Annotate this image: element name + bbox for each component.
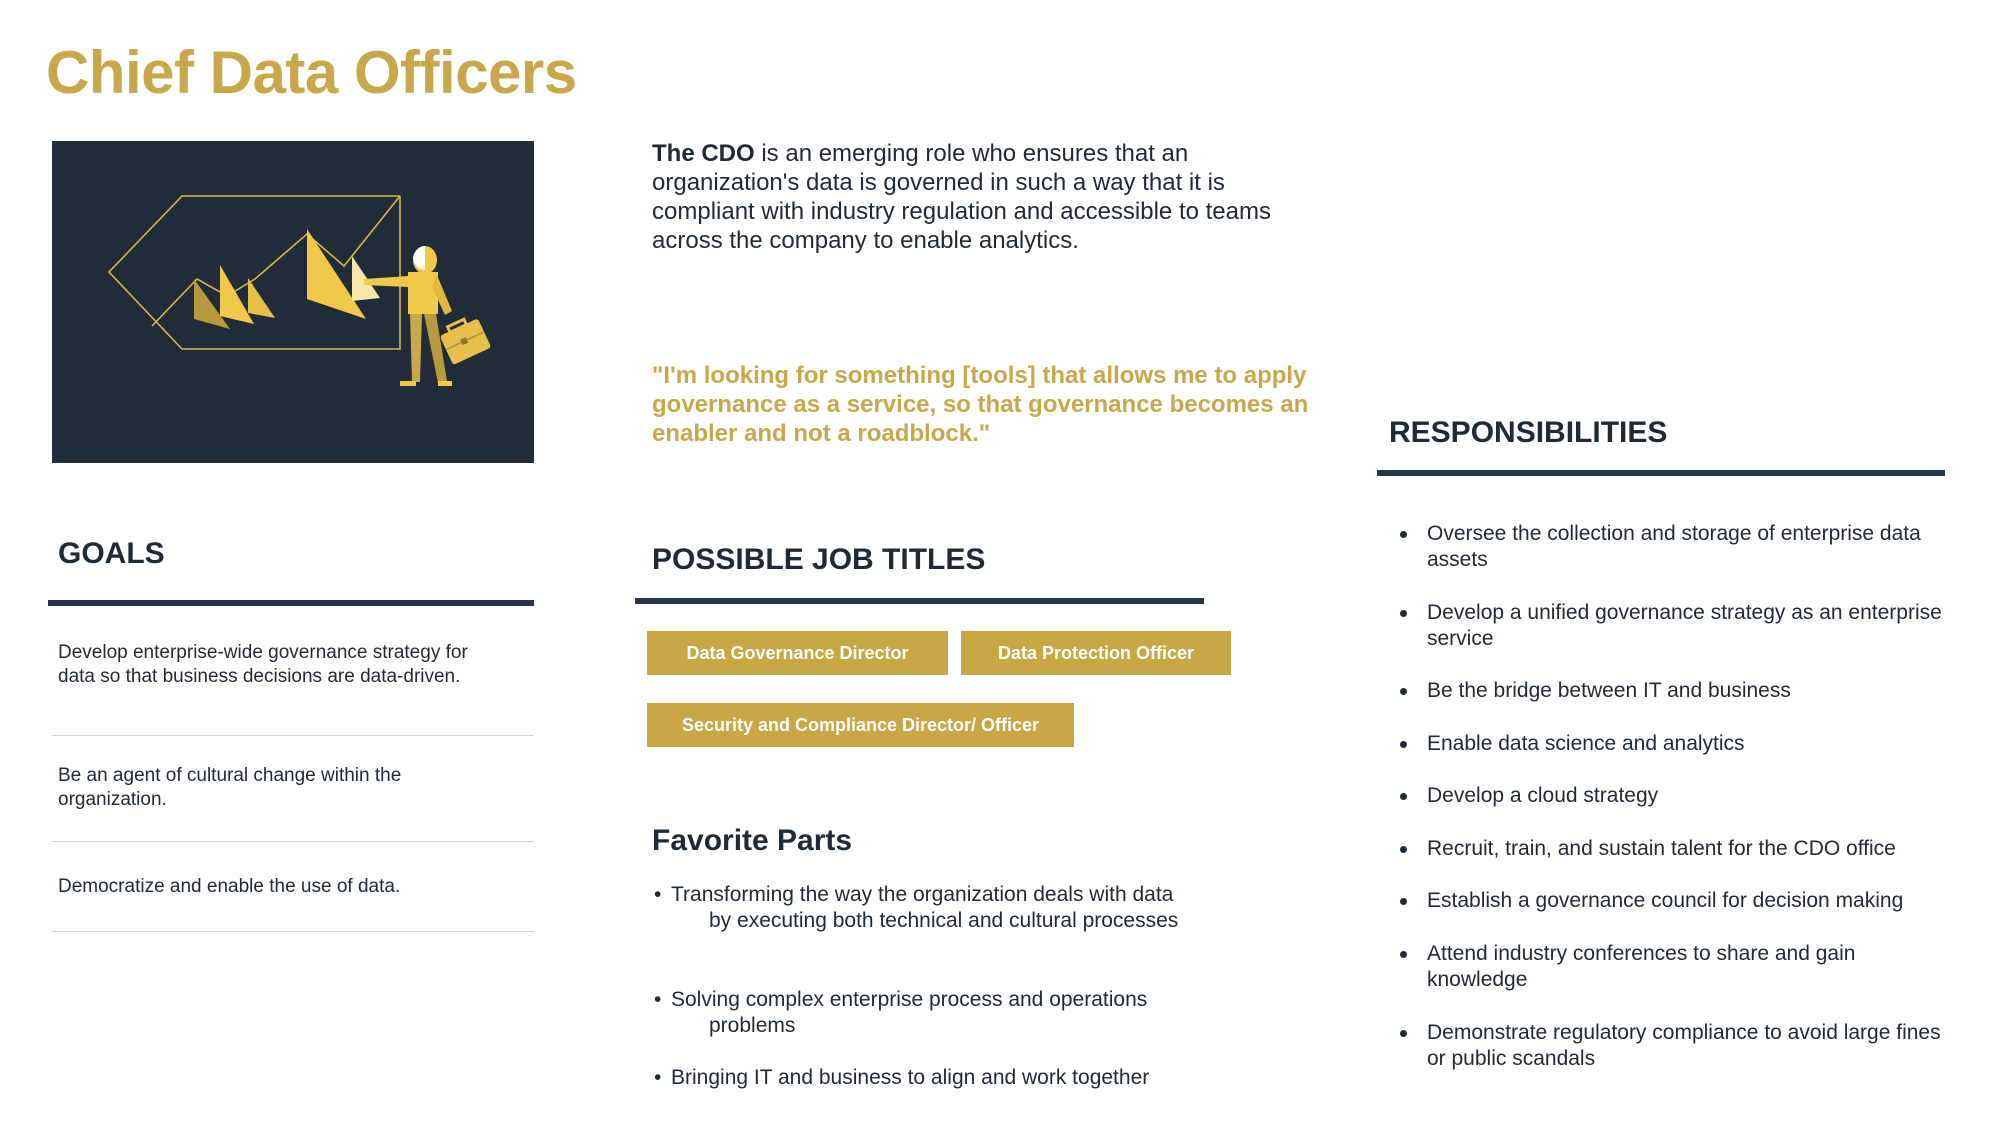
responsibility-item — [1400, 678, 1960, 704]
responsibility-text: Establish a governance council for decision making — [1427, 889, 1904, 912]
responsibility-item — [1400, 731, 1960, 757]
goals-heading: GOALS — [58, 537, 165, 570]
bullet-icon — [1400, 793, 1407, 800]
responsibilities-rule — [1377, 470, 1945, 476]
goal-item-3: Democratize and enable the use of data. — [58, 876, 401, 897]
responsibility-item — [1400, 888, 1960, 914]
bullet-icon — [1400, 951, 1407, 958]
job-titles-heading: POSSIBLE JOB TITLES — [652, 543, 986, 576]
bullet-icon — [1400, 741, 1407, 748]
favorite-part-line: Bringing IT and business to align and work together — [671, 1066, 1150, 1089]
persona-quote: "I'm looking for something [tools] that allows me to apply governance as a service, so that governance becomes an enabler and not a roadblock." — [652, 362, 1309, 447]
responsibility-text: Oversee the collection and storage of enterprise data assets — [1427, 522, 1921, 571]
responsibility-item — [1400, 941, 1960, 993]
responsibility-item — [1400, 1020, 1960, 1072]
favorite-part-continuation: problems — [709, 1014, 796, 1037]
job-title-tag: Data Governance Director — [647, 631, 948, 675]
responsibility-item — [1400, 783, 1960, 809]
favorite-part-item — [654, 882, 1214, 934]
goal-item-2: Be an agent of cultural change within the organization. — [58, 765, 402, 810]
favorite-part-item — [654, 1065, 1214, 1091]
goal-divider — [52, 841, 534, 842]
presentation-illustration — [52, 141, 534, 463]
job-title-tag: Security and Compliance Director/ Officer — [647, 703, 1074, 747]
bullet-icon — [1400, 610, 1407, 617]
responsibility-text: Be the bridge between IT and business — [1427, 679, 1791, 702]
favorite-part-item — [654, 987, 1214, 1039]
responsibilities-heading: RESPONSIBILITIES — [1389, 416, 1668, 449]
goal-item-1: Develop enterprise-wide governance strategy for data so that business decisions are data-driven. — [58, 642, 468, 687]
goals-rule — [48, 600, 534, 606]
favorite-part-continuation: by executing both technical and cultural processes — [709, 909, 1179, 932]
responsibility-text: Develop a unified governance strategy as an enterprise service — [1427, 601, 1942, 650]
bullet-icon: • — [654, 1066, 662, 1089]
responsibility-text: Attend industry conferences to share and gain knowledge — [1427, 942, 1856, 991]
bullet-icon — [1400, 846, 1407, 853]
responsibility-item — [1400, 521, 1960, 573]
responsibility-text: Recruit, train, and sustain talent for the CDO office — [1427, 837, 1896, 860]
responsibility-text: Develop a cloud strategy — [1427, 784, 1659, 807]
responsibility-text: Enable data science and analytics — [1427, 732, 1745, 755]
bullet-icon — [1400, 688, 1407, 695]
bullet-icon — [1400, 1030, 1407, 1037]
role-name: The CDO — [652, 140, 755, 167]
bullet-icon — [1400, 531, 1407, 538]
job-title-tag: Data Protection Officer — [961, 631, 1231, 675]
goal-divider — [52, 735, 534, 736]
favorite-part-line: Transforming the way the organization deals with data — [671, 883, 1174, 906]
responsibility-item — [1400, 600, 1960, 652]
goal-divider — [52, 931, 534, 932]
bullet-icon: • — [654, 883, 662, 906]
responsibility-item — [1400, 836, 1960, 862]
responsibility-text: Demonstrate regulatory compliance to avoid large fines or public scandals — [1427, 1021, 1941, 1070]
job-titles-rule — [635, 598, 1204, 604]
favorite-part-line: Solving complex enterprise process and operations — [671, 988, 1148, 1011]
favorite-parts-heading: Favorite Parts — [652, 824, 853, 857]
bullet-icon: • — [654, 988, 662, 1011]
bullet-icon — [1400, 898, 1407, 905]
role-description-text: is an emerging role who ensures that an organization's data is governed in such a way that it is compliant with industry regulation and accessible to teams across the company to enable analytics. — [652, 140, 1271, 254]
role-description — [652, 139, 1302, 255]
page-title: Chief Data Officers — [46, 39, 577, 106]
